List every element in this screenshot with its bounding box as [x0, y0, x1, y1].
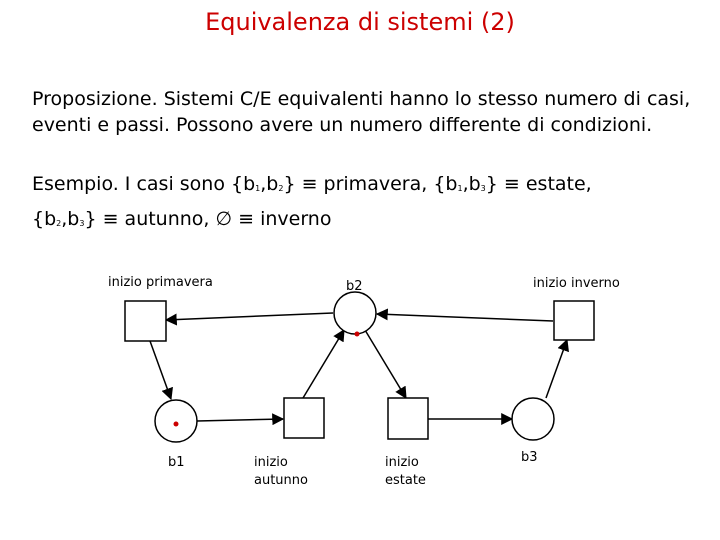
arc-b1-to-autunno	[197, 419, 283, 421]
subscript-1b: 1	[457, 184, 463, 193]
set-open: , {b	[421, 173, 458, 195]
equiv-sign: } ≡	[283, 173, 324, 195]
label-inizio-autunno-2: autunno	[254, 473, 308, 488]
equiv-sign-c: } ≡	[84, 208, 125, 230]
set-open-2: {b	[32, 208, 57, 230]
label-inizio-estate-2: estate	[385, 473, 426, 488]
b-letter-c: b	[67, 208, 80, 230]
label-inizio-primavera: inizio primavera	[108, 275, 213, 290]
label-b2: b2	[346, 279, 363, 294]
subscript-2b: 2	[56, 219, 62, 228]
proposition-line-1: Proposizione. Sistemi C/E equivalenti hanno lo stesso numero di casi,	[32, 88, 691, 110]
comma-b: ,	[462, 173, 469, 195]
subscript-1: 1	[255, 184, 261, 193]
label-inizio-estate-1: inizio	[385, 455, 419, 470]
comma: ,	[260, 173, 267, 195]
empty-set-equiv: ∅ ≡	[209, 208, 261, 230]
primavera-word: primavera	[323, 173, 422, 195]
transition-inizio-autunno	[284, 398, 324, 438]
token-b1	[174, 422, 179, 427]
autunno-word: autunno,	[124, 208, 210, 230]
subscript-2: 2	[278, 184, 284, 193]
transition-inizio-estate	[388, 398, 428, 439]
arc-inverno-to-b2	[377, 314, 553, 321]
subscript-3: 3	[480, 184, 486, 193]
label-inizio-autunno-1: inizio	[254, 455, 288, 470]
arc-b3-to-inverno	[546, 340, 567, 398]
transition-inizio-inverno	[554, 301, 594, 340]
place-b1	[155, 400, 197, 442]
slide-title: Equivalenza di sistemi (2)	[205, 8, 515, 36]
estate-word: estate,	[525, 173, 592, 195]
b-letter: b	[266, 173, 279, 195]
equiv-sign-b: } ≡	[485, 173, 526, 195]
arc-b2-to-primavera	[166, 313, 333, 320]
place-b3	[512, 398, 554, 440]
arc-autunno-to-b2	[303, 330, 344, 398]
place-b2	[334, 292, 376, 334]
example-lead: Esempio. I casi sono {b	[32, 173, 256, 195]
transition-inizio-primavera	[125, 301, 166, 341]
subscript-3b: 3	[79, 219, 85, 228]
comma-c: ,	[61, 208, 68, 230]
inverno-word: inverno	[260, 208, 332, 230]
arc-b2-to-estate	[365, 330, 406, 398]
b-letter-b: b	[468, 173, 481, 195]
label-b3: b3	[521, 450, 538, 465]
arc-primavera-to-b1	[150, 341, 171, 399]
proposition-line-2: eventi e passi. Possono avere un numero differente di condizioni.	[32, 114, 653, 136]
label-b1: b1	[168, 455, 185, 470]
label-inizio-inverno: inizio inverno	[533, 276, 620, 291]
token-b2	[355, 332, 360, 337]
